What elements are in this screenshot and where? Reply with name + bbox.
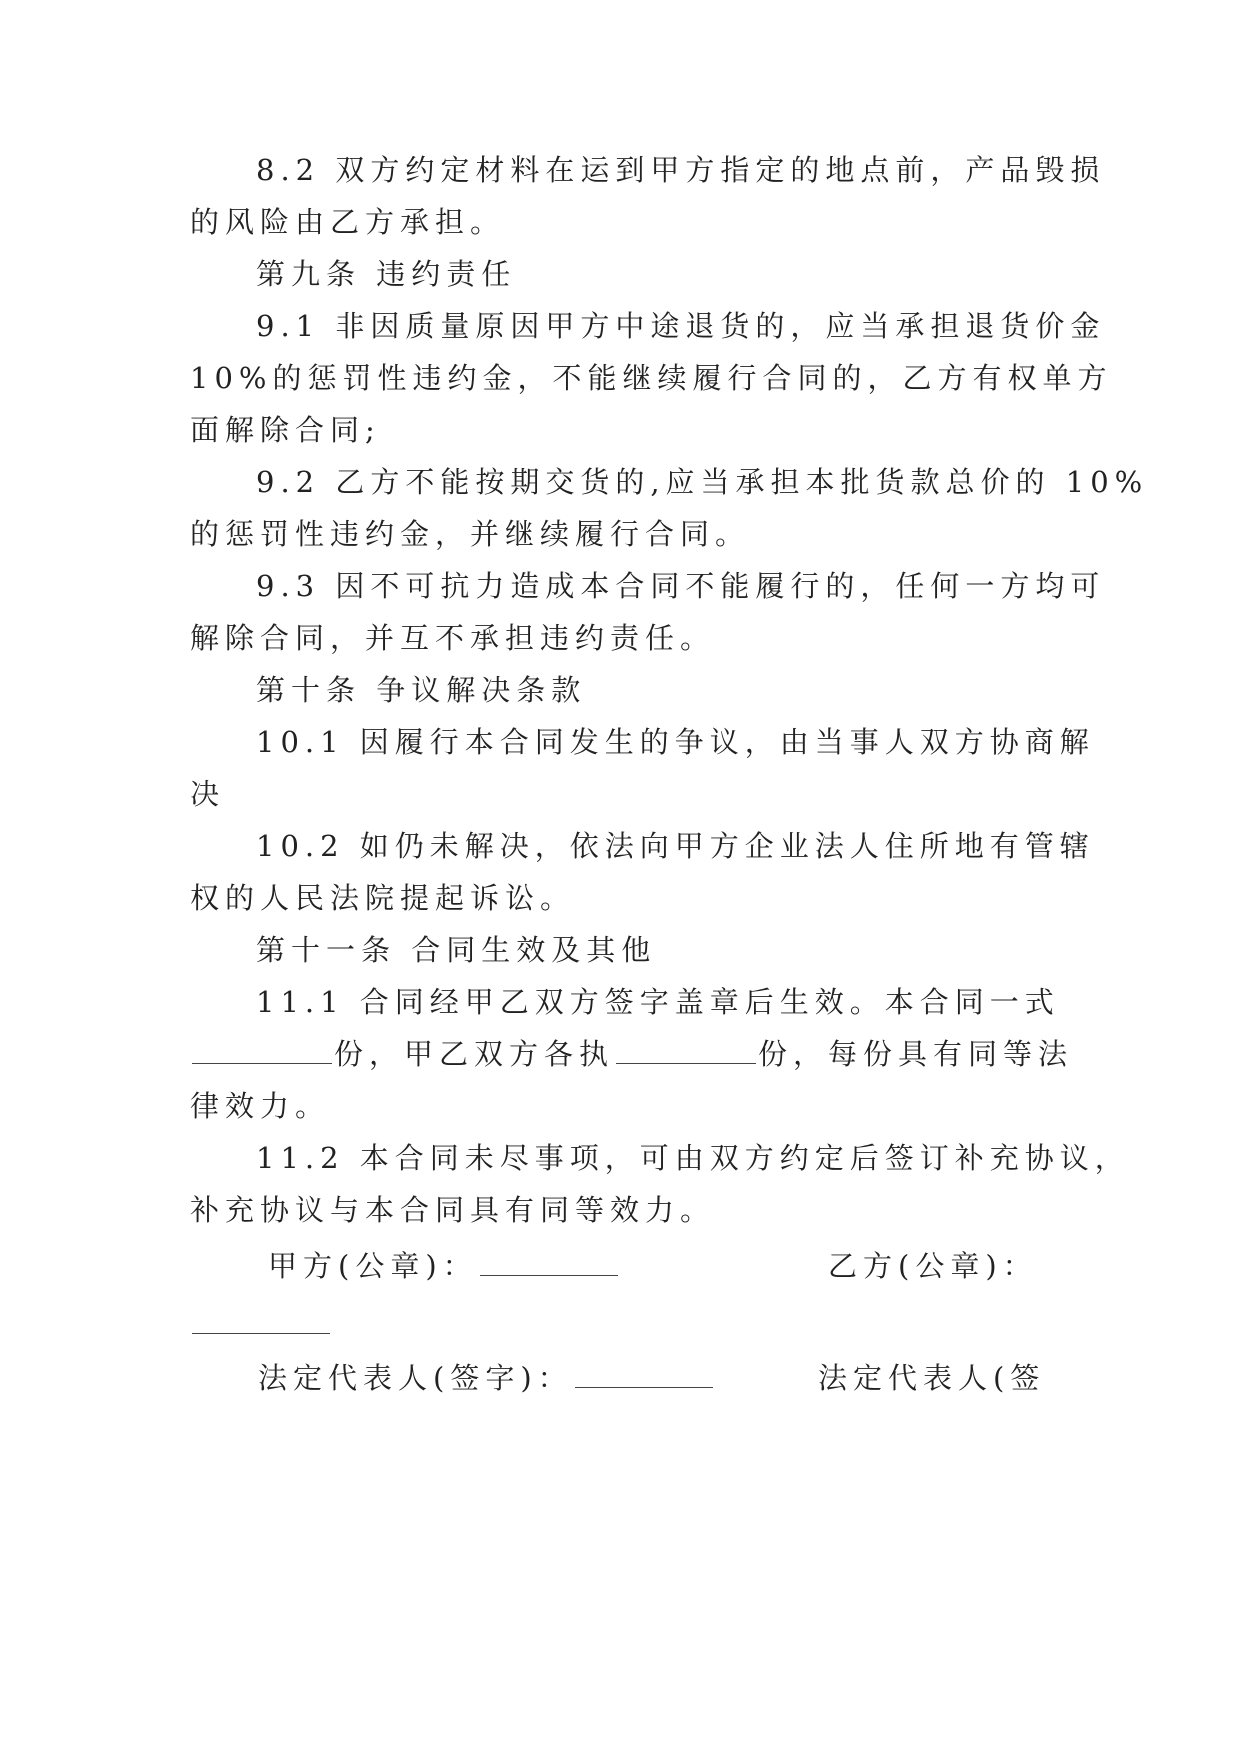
clause-10-2-line-1: 10.2 如仍未解决，依法向甲方企业法人住所地有管辖 (256, 829, 1095, 863)
party-a-seal-blank[interactable] (480, 1251, 618, 1276)
clause-9-2-line-2: 的惩罚性违约金，并继续履行合同。 (190, 517, 751, 551)
party-b-seal-line (190, 1306, 332, 1342)
party-a-rep-line (258, 1360, 715, 1396)
copies-each-blank[interactable] (616, 1039, 756, 1064)
clause-11-2-line-1: 11.2 本合同未尽事项，可由双方约定后签订补充协议， (256, 1141, 1130, 1175)
article-9-heading: 第九条 违约责任 (256, 257, 517, 291)
article-11-heading: 第十一条 合同生效及其他 (256, 933, 657, 967)
party-a-rep-blank[interactable] (575, 1363, 713, 1388)
clause-9-1-line-1: 9.1 非因质量原因甲方中途退货的，应当承担退货价金 (256, 309, 1106, 343)
article-10-heading: 第十条 争议解决条款 (256, 673, 587, 707)
party-b-rep-label: 法定代表人(签 (818, 1361, 1046, 1395)
clause-9-2-line-1: 9.2 乙方不能按期交货的,应当承担本批货款总价的 10% (256, 465, 1149, 499)
copies-text-1: 份，甲乙双方各执 (334, 1037, 615, 1071)
clause-10-2-line-2: 权的人民法院提起诉讼。 (190, 881, 576, 915)
party-a-rep-label: 法定代表人(签字)： (258, 1361, 573, 1395)
clause-9-1-line-2: 10%的惩罚性违约金，不能继续履行合同的，乙方有权单方 (190, 361, 1113, 395)
clause-9-3-line-2: 解除合同，并互不承担违约责任。 (190, 621, 716, 655)
copies-total-blank[interactable] (192, 1039, 332, 1064)
clause-10-1-line-1: 10.1 因履行本合同发生的争议，由当事人双方协商解 (256, 725, 1095, 759)
clause-10-1-line-2: 决 (190, 777, 226, 811)
clause-11-2-line-2: 补充协议与本合同具有同等效力。 (190, 1193, 716, 1227)
party-a-seal-line (268, 1248, 620, 1284)
clause-9-3-line-1: 9.3 因不可抗力造成本合同不能履行的，任何一方均可 (256, 569, 1106, 603)
party-a-seal-label: 甲方(公章)： (268, 1249, 478, 1283)
copies-text-2: 份，每份具有同等法 (758, 1037, 1074, 1071)
clause-8-2-line-1: 8.2 双方约定材料在运到甲方指定的地点前，产品毁损 (256, 153, 1106, 187)
party-b-seal-label: 乙方(公章)： (828, 1249, 1038, 1283)
clause-11-1-line-3: 律效力。 (190, 1089, 331, 1123)
clause-11-1-line-2 (190, 1036, 1073, 1072)
party-b-seal-blank[interactable] (192, 1309, 330, 1334)
clause-8-2-line-2: 的风险由乙方承担。 (190, 205, 506, 239)
clause-9-1-line-3: 面解除合同; (190, 413, 381, 447)
clause-11-1-line-1: 11.1 合同经甲乙双方签字盖章后生效。本合同一式 (256, 985, 1060, 1019)
